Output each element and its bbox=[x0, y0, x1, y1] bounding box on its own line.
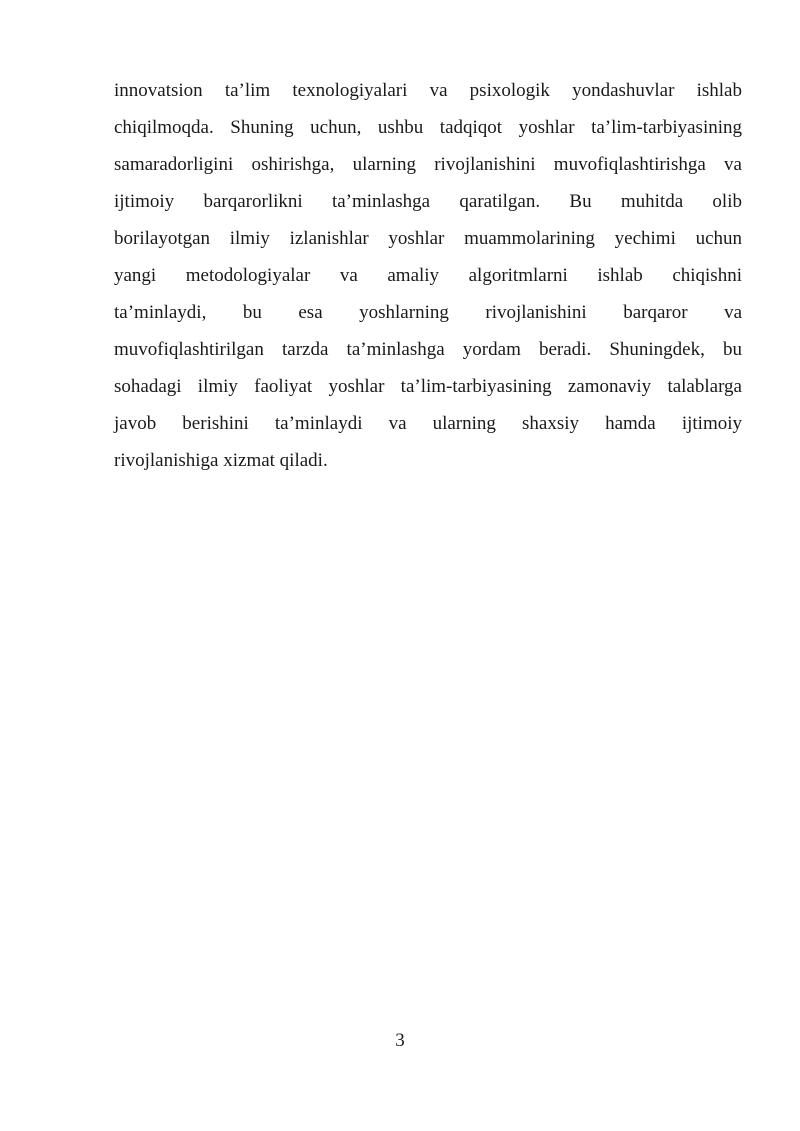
body-paragraph bbox=[114, 72, 742, 479]
paragraph-line: ta’minlaydi, bu esa yoshlarning rivojlanishini barqaror va bbox=[114, 302, 742, 323]
paragraph-line: ijtimoiy barqarorlikni ta’minlashga qaratilgan. Bu muhitda olib bbox=[114, 191, 742, 212]
paragraph-line: chiqilmoqda. Shuning uchun, ushbu tadqiqot yoshlar ta’lim-tarbiyasining bbox=[114, 117, 742, 138]
paragraph-line: yangi metodologiyalar va amaliy algoritmlarni ishlab chiqishni bbox=[114, 265, 742, 286]
paragraph-line: sohadagi ilmiy faoliyat yoshlar ta’lim-tarbiyasining zamonaviy talablarga bbox=[114, 376, 742, 397]
paragraph-line: muvofiqlashtirilgan tarzda ta’minlashga yordam beradi. Shuningdek, bu bbox=[114, 339, 742, 360]
paragraph-line-last: rivojlanishiga xizmat qiladi. bbox=[114, 450, 328, 471]
paragraph-line: samaradorligini oshirishga, ularning rivojlanishini muvofiqlashtirishga va bbox=[114, 154, 742, 175]
page-number: 3 bbox=[395, 1030, 405, 1051]
paragraph-line: innovatsion ta’lim texnologiyalari va psixologik yondashuvlar ishlab bbox=[114, 80, 742, 101]
paragraph-line: borilayotgan ilmiy izlanishlar yoshlar muammolarining yechimi uchun bbox=[114, 228, 742, 249]
paragraph-line: javob berishini ta’minlaydi va ularning shaxsiy hamda ijtimoiy bbox=[114, 413, 742, 434]
